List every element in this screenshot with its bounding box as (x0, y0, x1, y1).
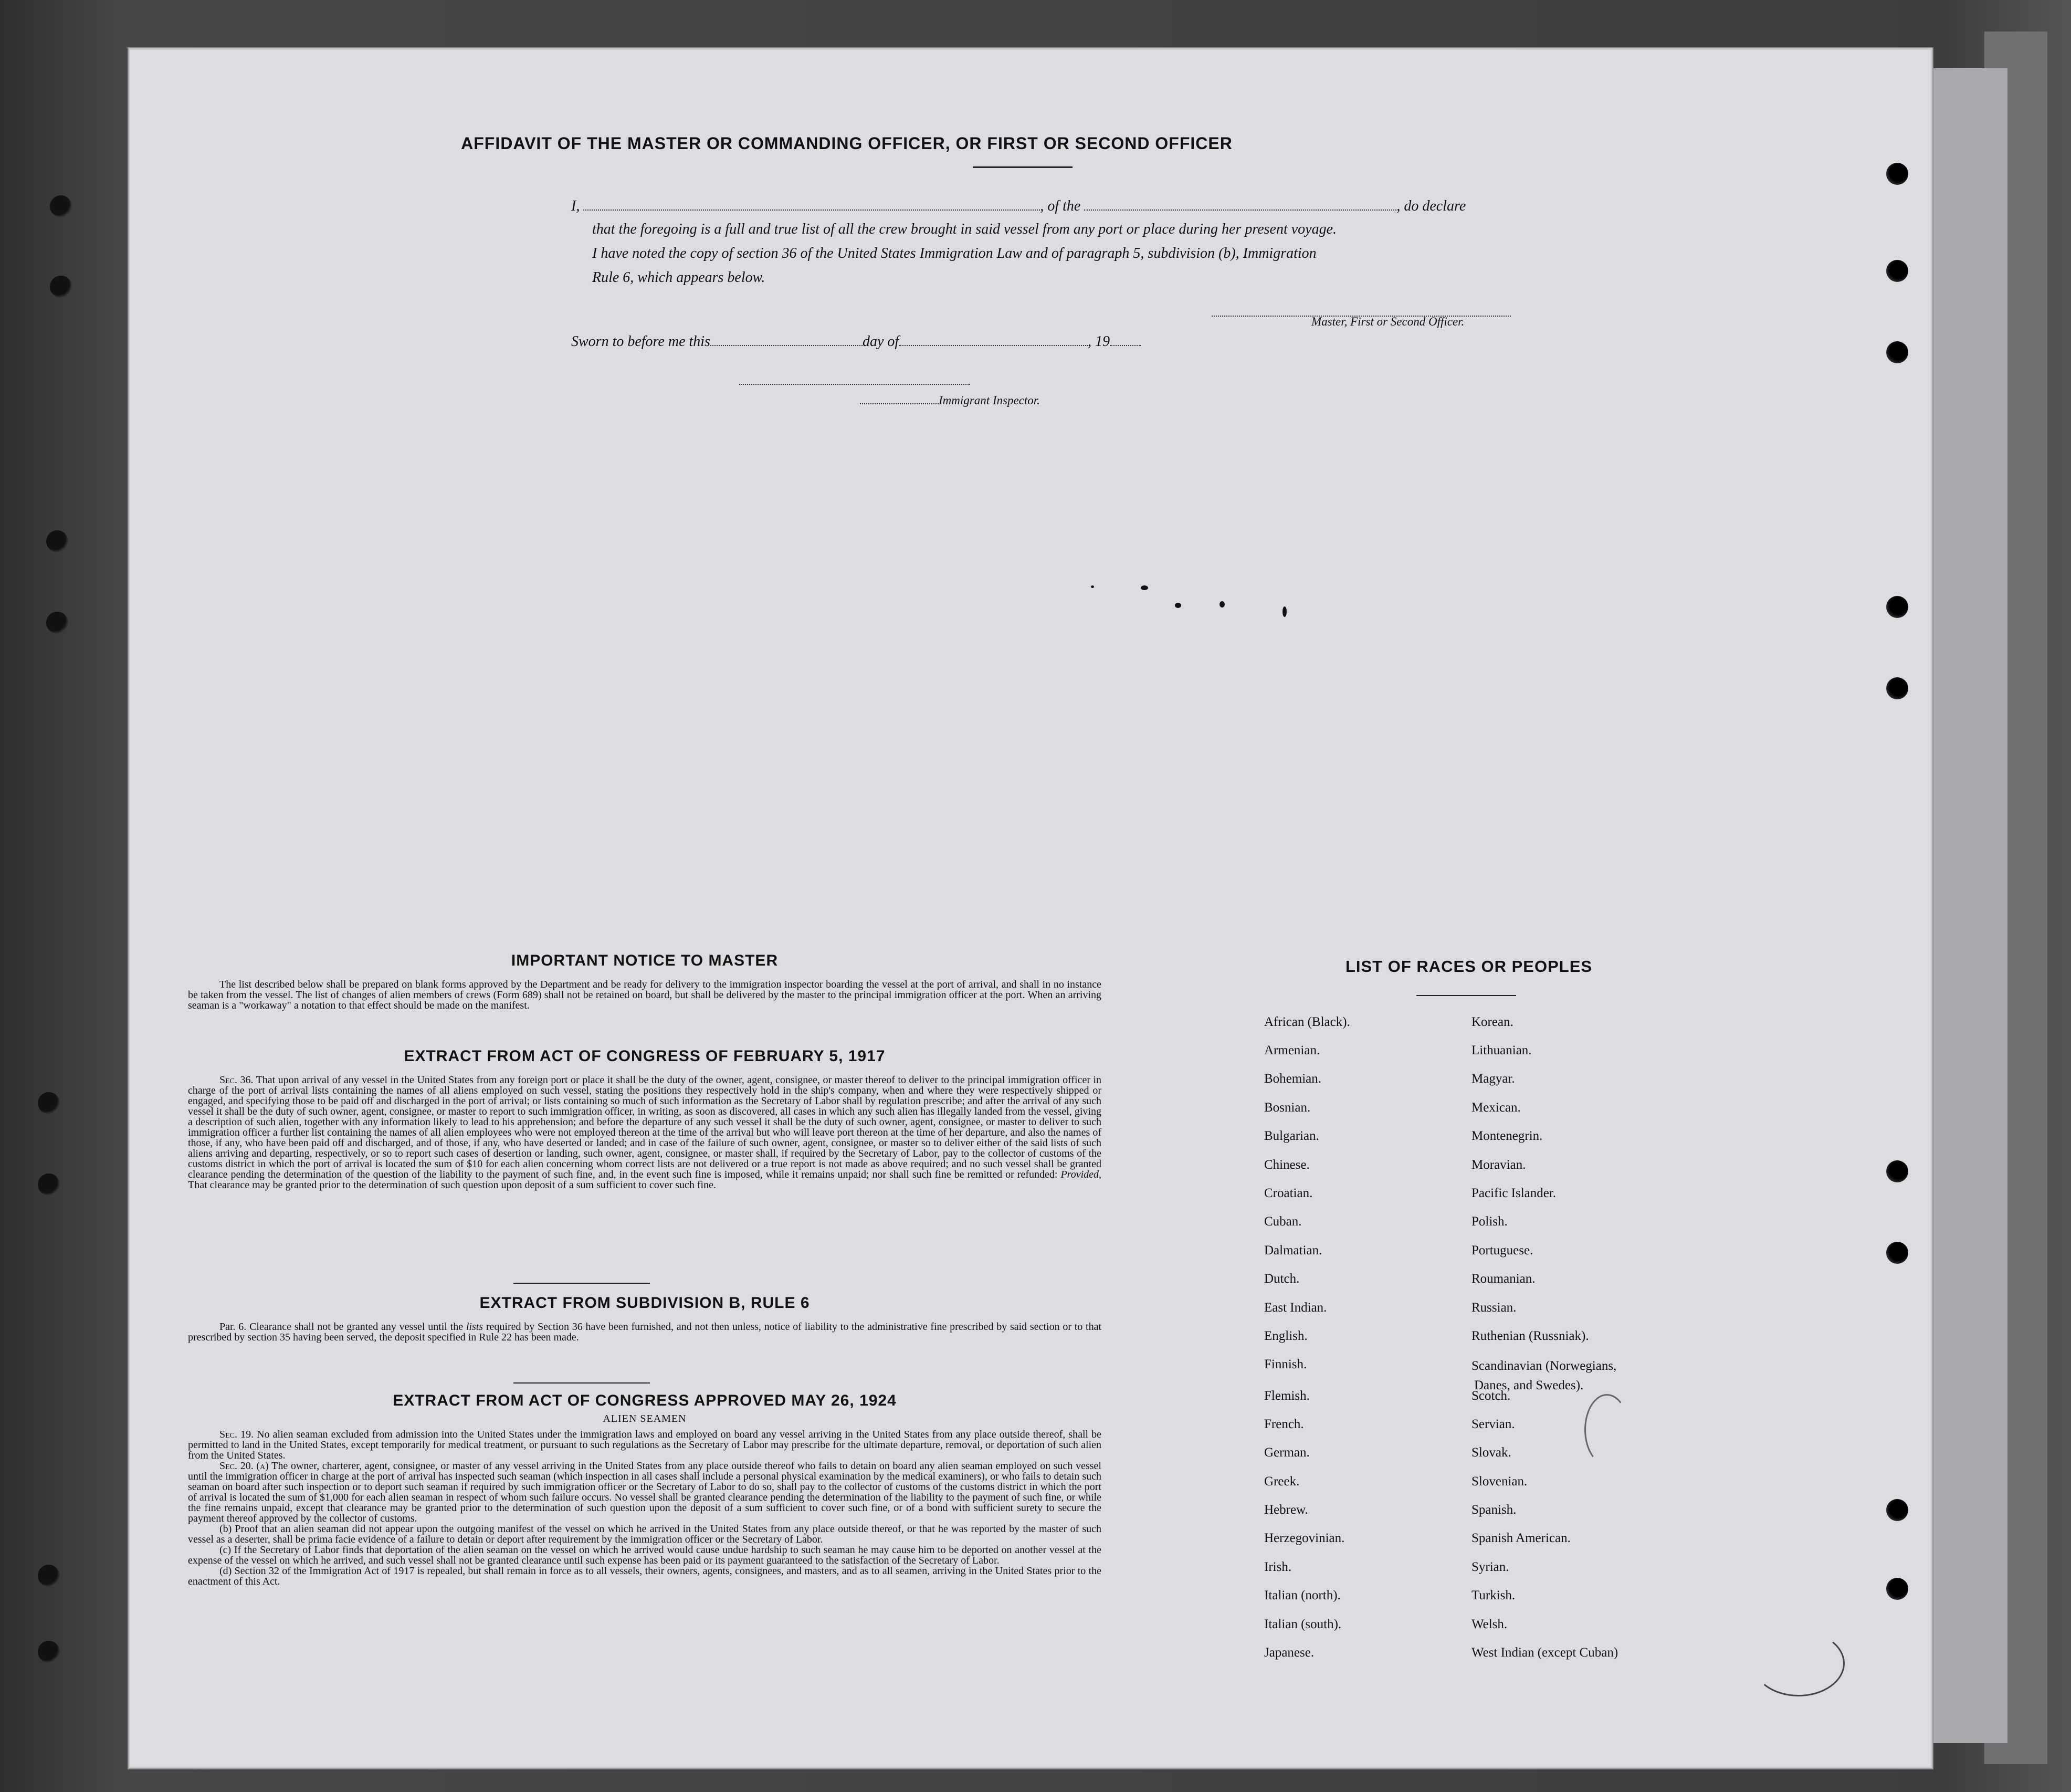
master-signature-label: Master, First or Second Officer. (1311, 315, 1465, 328)
section-divider (513, 1283, 650, 1284)
race-item: Italian (north). (1264, 1588, 1341, 1602)
race-item: African (Black). (1264, 1015, 1350, 1029)
binder-hole (1886, 163, 1908, 185)
ink-speck (1091, 585, 1094, 588)
race-item: Polish. (1471, 1214, 1508, 1229)
extract-rule6-section (188, 1294, 1101, 1343)
race-item: Finnish. (1264, 1357, 1307, 1371)
sec20a-text (188, 1461, 1101, 1524)
section-divider (513, 1382, 650, 1384)
binder-hole (1886, 1160, 1908, 1182)
of-the-label: , of the (1040, 198, 1081, 214)
pencil-mark (1752, 1630, 1845, 1696)
vessel-name-field[interactable] (1084, 197, 1396, 211)
par6-body-a: Clearance shall not be granted any vessel until the (249, 1321, 464, 1333)
extract-1917-section (188, 1047, 1101, 1190)
race-item: Ruthenian (Russniak). (1471, 1329, 1589, 1343)
race-item-continuation: Danes, and Swedes). (1474, 1378, 1584, 1392)
race-item: Herzegovinian. (1264, 1531, 1345, 1545)
race-item: Bohemian. (1264, 1072, 1322, 1086)
affidavit-text-line: Rule 6, which appears below. (592, 269, 765, 286)
race-item: Scandinavian (Norwegians, (1471, 1359, 1617, 1373)
race-item: Irish. (1264, 1560, 1292, 1574)
binder-hole (38, 1565, 60, 1587)
race-item: Turkish. (1471, 1588, 1516, 1602)
race-item: Servian. (1471, 1417, 1515, 1431)
race-item: West Indian (except Cuban) (1471, 1646, 1618, 1660)
pencil-mark (1584, 1394, 1630, 1465)
affidavit-text-line: I have noted the copy of section 36 of the United States Immigration Law and of paragraph 5, subdivision (b), Immigration (592, 245, 1317, 261)
race-item: Dalmatian. (1264, 1243, 1322, 1257)
race-item: Italian (south). (1264, 1617, 1342, 1631)
affidavit-title: AFFIDAVIT OF THE MASTER OR COMMANDING OFFICER, OR FIRST OR SECOND OFFICER (461, 134, 1233, 153)
important-notice-section (188, 952, 1101, 1011)
race-item: Russian. (1471, 1301, 1517, 1315)
race-item: Armenian. (1264, 1043, 1320, 1057)
race-item: Pacific Islander. (1471, 1186, 1557, 1200)
extract-1924-title: EXTRACT FROM ACT OF CONGRESS APPROVED MAY 26, 1924 (393, 1392, 897, 1409)
race-item: German. (1264, 1445, 1310, 1460)
important-notice-text: The list described below shall be prepared on blank forms approved by the Department and be ready for delivery to the immigration inspector boarding the vessel at the port of arrival, and shall in no instance be taken from the vessel. The list of changes of alien members of crews (Form 689) shall not be retained on board, but shall be delivered by the master to the principal immigration officer at the port. When an arriving seaman is a "workaway" a notation to that effect should be made on the manifest. (188, 979, 1101, 1011)
lists-word: lists (466, 1321, 483, 1333)
par6-label: Par. 6. (219, 1321, 247, 1333)
binder-hole (1886, 1499, 1908, 1521)
sec19-text (188, 1429, 1101, 1461)
race-item: Flemish. (1264, 1389, 1310, 1403)
sworn-year-field[interactable] (1110, 332, 1141, 346)
race-item: Bulgarian. (1264, 1129, 1319, 1143)
sworn-month-field[interactable] (899, 332, 1088, 346)
extract-rule6-text (188, 1322, 1101, 1343)
sworn-line (571, 332, 1141, 350)
sec36-body: That upon arrival of any vessel in the United States from any foreign port or place it shall be the duty of the owner, agent, consignee, or master thereof to deliver to the principal immigration officer in charge of the port of arrival lists containing the names of all aliens employed on such vessel, stating the positions they respectively hold in the ship's company, when and where they were respectively shipped or engaged, and specifying those to be paid off and discharged in the port of arrival; or lists containing so much of such information as the Secretary of Labor shall by regulation prescribe; and after the arrival of any such vessel it shall be the duty of such owner, agent, consignee, or master to report to such immigration officer, in writing, as soon as discovered, all cases in which any such alien has illegally landed from the vessel, giving a description of such alien, together with any information likely to lead to his apprehension; and before the departure of any such vessel it shall be the duty of such owner, agent, consignee, or master to deliver to such immigration officer a further list containing the names of all alien employees who were not employed thereon at the time of the arrival but who will leave port thereon at the time of her departure, and also the names of those, if any, who have been paid off and discharged, and of those, if any, who have deserted or landed; and in case of the failure of such owner, agent, consignee, or master so to deliver either of the said lists of such aliens arriving and departing, respectively, or so to report such cases of desertion or landing, such owner, agent, consignee, or master shall, if required by the Secretary of Labor, pay to the collector of customs of the customs district in which the port of arrival is located the sum of $10 for each alien concerning whom correct lists are not delivered or a true report is not made as above required; and no such vessel shall be granted clearance pending the determination of the question of the liability to the payment of such fine, and, in the event such fine is imposed, while it remains unpaid; nor shall such fine be remitted or refunded: (188, 1074, 1102, 1180)
race-item: Magyar. (1471, 1072, 1515, 1086)
sworn-label: Sworn to before me this (571, 333, 710, 350)
sec20a-body: The owner, charterer, agent, consignee, or master of any vessel arriving in the United States from any place outside thereof who fails to detain on board any alien seaman employed on such vessel until the immigration officer in charge at the port of arrival has inspected such seaman (which inspection in all cases shall include a personal physical examination by the medical examiners), or who fails to detain such seaman on board after such inspection or to deport such seaman if required by such immigration officer or the Secretary of Labor to do so, shall pay to the collector of customs of the customs district in which the port of arrival is located the sum of $1,000 for each alien seaman in respect of whom such failure occurs. No vessel shall be granted clearance pending the determination of the liability to the payment of such fine, or while the fine remains unpaid, except that clearance may be granted prior to the determination of such question upon the deposit of a sum sufficient to cover such fine, or of a bond with sufficient surety to secure the payment thereof approved by the collector of customs. (188, 1460, 1101, 1524)
extract-1917-title: EXTRACT FROM ACT OF CONGRESS OF FEBRUARY 5, 1917 (404, 1047, 886, 1065)
race-item: Scotch. (1471, 1389, 1511, 1403)
inspector-dotted-lead (860, 396, 939, 404)
race-item: Lithuanian. (1471, 1043, 1532, 1057)
race-item: Hebrew. (1264, 1503, 1308, 1517)
inspector-label: Immigrant Inspector. (939, 394, 1040, 407)
ink-speck (1220, 601, 1225, 607)
race-item: Cuban. (1264, 1214, 1302, 1229)
affidavit-text-line: that the foregoing is a full and true list of all the crew brought in said vessel from any port or place during her present voyage. (592, 221, 1337, 237)
binder-hole (50, 195, 72, 217)
race-item: Bosnian. (1264, 1101, 1311, 1115)
officer-name-field[interactable] (583, 197, 1040, 211)
binder-hole (1886, 260, 1908, 282)
binder-hole (46, 612, 68, 634)
extract-rule6-title: EXTRACT FROM SUBDIVISION B, RULE 6 (479, 1294, 810, 1312)
sec20b-body: Proof that an alien seaman did not appear upon the outgoing manifest of the vessel on which he arrived in the United States from any place outside thereof, or that he was reported by the master of such vessel as a deserter, shall be prima facie evidence of a failure to detain or deport after requirement by the immigration officer or the Secretary of Labor. (188, 1523, 1101, 1545)
sec20c-label: (c) (219, 1544, 232, 1556)
race-item: Welsh. (1471, 1617, 1508, 1631)
race-item: Roumanian. (1471, 1272, 1536, 1286)
race-item: Dutch. (1264, 1272, 1300, 1286)
affidavit-declaration-line (571, 197, 1466, 215)
sec20d-body: Section 32 of the Immigration Act of 1917 is repealed, but shall remain in force as to all vessels, their owners, agents, consignees, and masters, and as to all seamen, arriving in the United States prior to the enactment of this Act. (188, 1565, 1101, 1587)
year-label: , 19 (1088, 333, 1110, 350)
sec20c-text (188, 1545, 1101, 1566)
race-item: Syrian. (1471, 1560, 1509, 1574)
binder-hole (1886, 1242, 1908, 1264)
ink-speck (1141, 585, 1148, 590)
race-item: English. (1264, 1329, 1308, 1343)
do-declare-label: , do declare (1396, 198, 1466, 214)
par6-body-b: required by Section 36 have been furnished, and not then unless, notice of liability to the administrative fine prescribed by said section or to that prescribed by section 35 having been served, the deposit specified in Rule 22 has been made. (188, 1321, 1102, 1343)
race-item: Korean. (1471, 1015, 1513, 1029)
binder-hole (38, 1173, 60, 1196)
sworn-day-field[interactable] (710, 332, 863, 346)
binder-hole (38, 1641, 60, 1663)
binder-hole (50, 276, 72, 298)
race-item: Spanish. (1471, 1503, 1517, 1517)
extract-1917-text (188, 1075, 1101, 1190)
sec19-body: No alien seaman excluded from admission into the United States under the immigration laws and employed on board any vessel arriving in the United States from any place outside thereof, shall be permitted to land in the United States, except temporarily for medical treatment, or pursuant to such regulations as the Secretary of Labor may prescribe for the ultimate departure, removal, or deportation of such alien from the United States. (188, 1429, 1102, 1461)
inspector-signature-field[interactable] (739, 371, 970, 385)
important-notice-title: IMPORTANT NOTICE TO MASTER (511, 952, 779, 969)
day-of-label: day of (862, 333, 899, 350)
race-item: East Indian. (1264, 1301, 1327, 1315)
race-item: Slovak. (1471, 1445, 1511, 1460)
sec20b-text (188, 1524, 1101, 1545)
binder-hole (46, 530, 68, 552)
race-item: Mexican. (1471, 1101, 1521, 1115)
sec20d-label: (d) (219, 1565, 232, 1577)
race-item: Japanese. (1264, 1646, 1315, 1660)
race-item: Portuguese. (1471, 1243, 1533, 1257)
title-divider (973, 166, 1073, 168)
races-title-divider (1416, 995, 1516, 996)
sec20c-body: If the Secretary of Labor finds that deportation of the alien seaman on the vessel on which he arrived would cause undue hardship to such seaman he may cause him to be deported on another vessel at the expense of the vessel on which he arrived, and such vessel shall not be granted clearance until such expense has been paid or its payment guaranteed to the satisfaction of the Secretary of Labor. (188, 1544, 1101, 1566)
provided-label: Provided, (1060, 1169, 1102, 1180)
sec20b-label: (b) (219, 1523, 232, 1535)
binder-hole (1886, 341, 1908, 363)
alien-seamen-subtitle: ALIEN SEAMEN (603, 1413, 687, 1424)
race-item: Montenegrin. (1471, 1129, 1543, 1143)
sec19-label: Sec. 19. (219, 1429, 254, 1440)
sec36-body-end: That clearance may be granted prior to the determination of such question upon deposit of a sum sufficient to cover such fine. (188, 1179, 716, 1191)
race-item: Moravian. (1471, 1158, 1526, 1172)
manifest-page (129, 48, 1932, 1768)
sec36-label: Sec. 36. (219, 1074, 254, 1086)
binder-hole (1886, 677, 1908, 699)
binder-hole (1886, 1578, 1908, 1600)
race-item: French. (1264, 1417, 1304, 1431)
i-label: I, (571, 198, 580, 214)
inspector-line (860, 394, 1040, 407)
sec20-label: Sec. 20. (a) (219, 1460, 269, 1472)
ink-speck (1175, 603, 1181, 608)
races-title: LIST OF RACES OR PEOPLES (1345, 957, 1593, 976)
binder-hole (38, 1092, 60, 1114)
race-item: Greek. (1264, 1474, 1300, 1489)
extract-1924-section (188, 1392, 1101, 1587)
race-item: Chinese. (1264, 1158, 1310, 1172)
race-item: Spanish American. (1471, 1531, 1571, 1545)
binder-hole (1886, 596, 1908, 618)
ink-speck (1282, 606, 1287, 617)
race-item: Croatian. (1264, 1186, 1313, 1200)
race-item: Slovenian. (1471, 1474, 1528, 1489)
sec20d-text (188, 1566, 1101, 1587)
